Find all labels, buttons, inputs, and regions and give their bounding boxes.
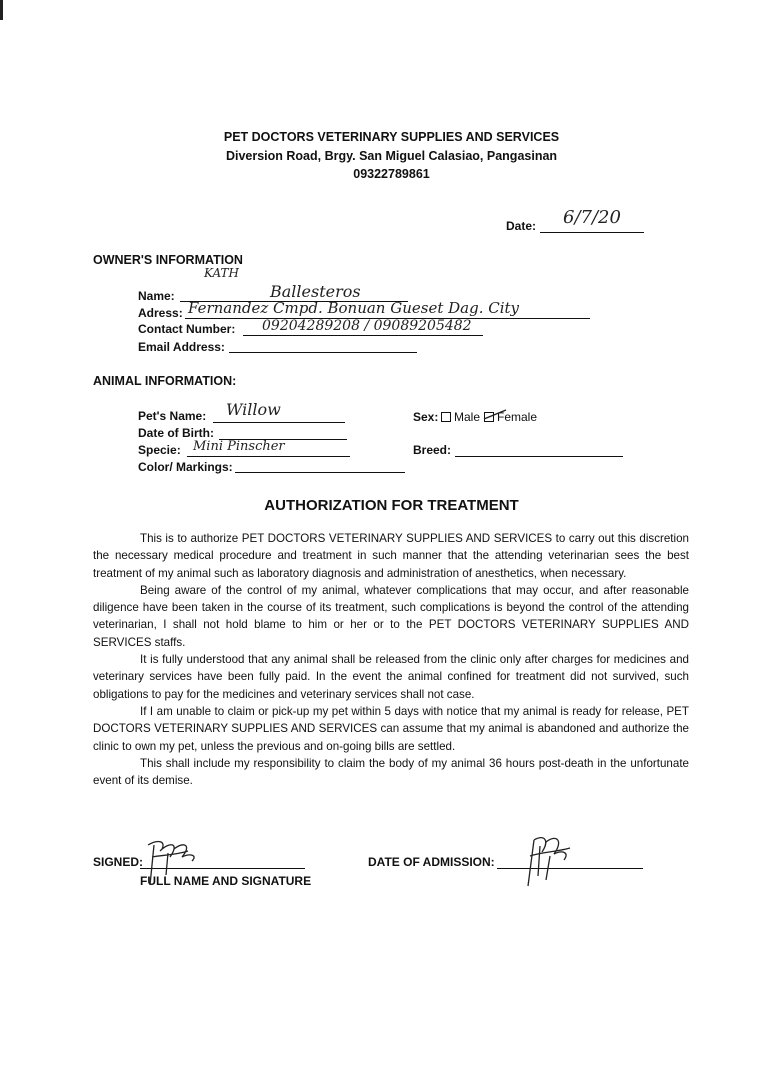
dob-label: Date of Birth: [138, 426, 214, 440]
sex-female-label: Female [497, 410, 538, 424]
owner-contact-line [243, 335, 483, 336]
signed-caption: FULL NAME AND SIGNATURE [140, 874, 312, 888]
sex-male-label: Male [454, 410, 481, 424]
owner-email-label: Email Address: [138, 340, 225, 354]
owner-contact-value: 09204289208 / 09089205482 [262, 318, 472, 334]
color-line [235, 472, 405, 473]
authorization-paragraph: This shall include my responsibility to claim the body of my animal 36 hours post-death in the unfortunate event of its demise. [93, 756, 689, 788]
date-value: 6/7/20 [563, 207, 621, 228]
admission-signature [520, 830, 580, 890]
color-label: Color/ Markings: [138, 460, 233, 474]
pet-name-value: Willow [226, 400, 281, 419]
owner-contact-label: Contact Number: [138, 322, 236, 336]
sex-male-checkbox[interactable] [441, 412, 451, 422]
authorization-paragraph: This is to authorize PET DOCTORS VETERINARY SUPPLIES AND SERVICES to carry out this discretion the necessary medical procedure and treatment in such manner that the attending veterinarian sees the best treatment of my animal such as laboratory diagnosis and administration of anesthetics, when necessary. [93, 532, 689, 580]
signed-label: SIGNED: [93, 855, 144, 869]
owner-section-heading: OWNER'S INFORMATION [93, 253, 243, 267]
owner-address-label: Adress: [138, 306, 183, 320]
owner-signature [140, 835, 210, 890]
owner-name-label: Name: [138, 289, 175, 303]
clinic-name: PET DOCTORS VETERINARY SUPPLIES AND SERVICES [223, 130, 560, 144]
owner-name-first: KATH [204, 266, 239, 280]
authorization-title: AUTHORIZATION FOR TREATMENT [264, 497, 519, 514]
specie-line [187, 456, 350, 457]
specie-value: Mini Pinscher [193, 439, 285, 454]
pet-name-line [213, 422, 345, 423]
animal-section-heading: ANIMAL INFORMATION: [93, 374, 237, 388]
scan-edge-mark [0, 0, 3, 20]
owner-address-value: Fernandez Cmpd. Bonuan Gueset Dag. City [188, 299, 520, 317]
sex-label: Sex: [413, 410, 439, 424]
pet-name-label: Pet's Name: [138, 409, 207, 423]
date-label: Date: [506, 219, 537, 233]
clinic-phone: 09322789861 [353, 167, 430, 181]
owner-email-line [229, 352, 417, 353]
authorization-paragraph: It is fully understood that any animal shall be released from the clinic only after charges for medicines and veterinary services have been fully paid. In the event the animal confined for treatment did not survived, such obligations to pay for the medicines and veterinary services shall not case. [93, 653, 689, 701]
female-check-mark [482, 408, 508, 422]
authorization-paragraph: If I am unable to claim or pick-up my pet within 5 days with notice that my animal is ready for release, PET DOCTORS VETERINARY SUPPLIES AND SERVICES can assume that my animal is abandoned and authorize the clinic to own my pet, unless the previous and on-going bills are settled. [93, 704, 689, 753]
date-line [540, 232, 644, 233]
clinic-address: Diversion Road, Brgy. San Miguel Calasiao, Pangasinan [225, 149, 558, 163]
admission-label: DATE OF ADMISSION: [368, 855, 495, 869]
authorization-paragraph: Being aware of the control of my animal, whatever complications that may occur, and after reasonable diligence have been taken in the course of its treatment, such complications is beyond the control of the attending veterinarian, I shall not hold blame to him or her or to the PET DOCTORS VETERINARY SUPPLIES AND SERVICES staffs. [93, 583, 689, 649]
breed-label: Breed: [413, 443, 452, 457]
breed-line [455, 456, 623, 457]
specie-label: Specie: [138, 443, 181, 457]
authorization-body [93, 530, 689, 789]
owner-name-last: Ballesteros [270, 282, 361, 301]
sex-male-option[interactable] [441, 410, 480, 424]
